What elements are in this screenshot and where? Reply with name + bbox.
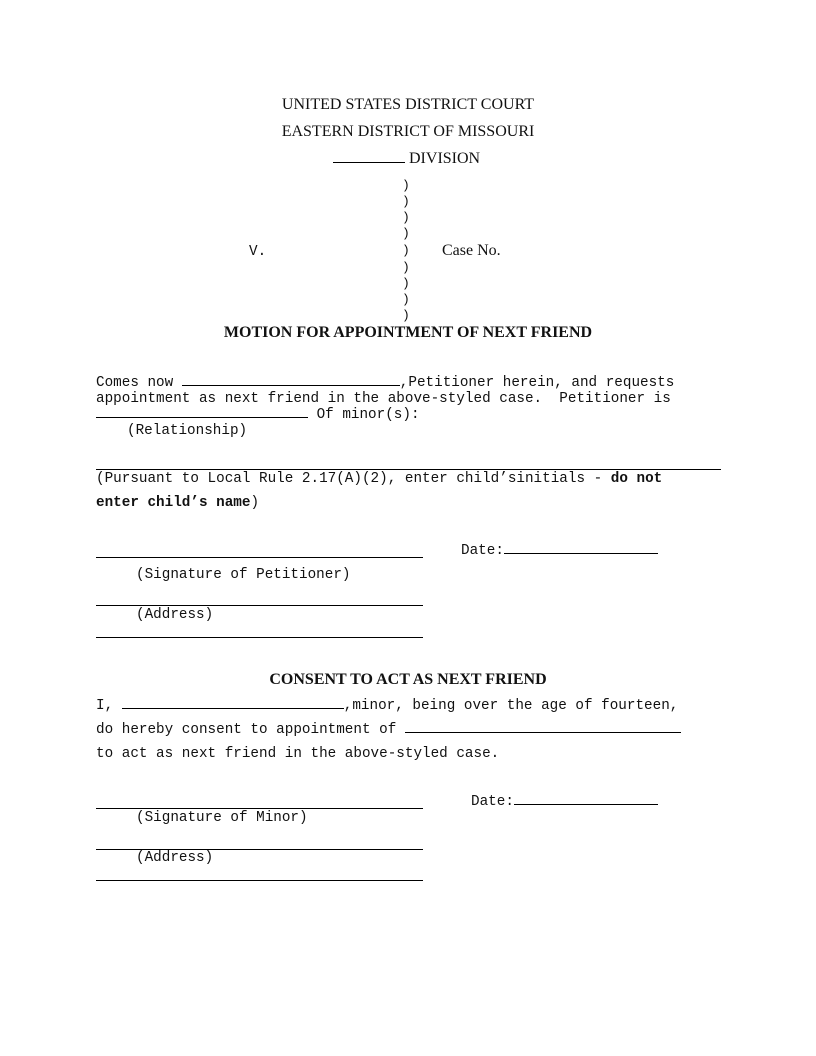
- motion-date-field: [461, 543, 658, 559]
- paren: ): [402, 292, 410, 307]
- petitioner-signature-label: (Signature of Petitioner): [136, 567, 351, 583]
- paren: ): [402, 308, 410, 323]
- minor-name-blank[interactable]: [122, 708, 344, 709]
- petitioner-signature-blank[interactable]: [96, 557, 423, 558]
- minor-signature-label: (Signature of Minor): [136, 810, 308, 826]
- division-label: DIVISION: [409, 150, 481, 167]
- petitioner-name-blank[interactable]: [182, 385, 400, 386]
- division-blank[interactable]: [333, 162, 405, 163]
- minor-signature-blank[interactable]: [96, 808, 423, 809]
- paren: ): [402, 226, 410, 241]
- petitioner-address-blank-2[interactable]: [96, 637, 423, 638]
- motion-line-3: [96, 407, 420, 423]
- consent-date-blank[interactable]: [514, 804, 658, 805]
- paren: ): [402, 178, 410, 193]
- consent-line-3: to act as next friend in the above-styled case.: [96, 746, 500, 762]
- motion-line-3-end: Of minor(s):: [308, 407, 420, 423]
- motion-title: MOTION FOR APPOINTMENT OF NEXT FRIEND: [223, 324, 593, 341]
- paren: ): [402, 194, 410, 209]
- case-no-label: Case No.: [442, 242, 501, 259]
- petitioner-address-blank-1[interactable]: [96, 605, 423, 606]
- motion-line-1-end: ,Petitioner herein, and requests: [399, 375, 675, 391]
- next-friend-name-blank[interactable]: [405, 732, 681, 733]
- paren: ): [402, 260, 410, 275]
- motion-line-2: appointment as next friend in the above-styled case. Petitioner is: [96, 391, 671, 407]
- consent-date-label: Date:: [471, 794, 514, 810]
- consent-line-2-start: do hereby consent to appointment of: [96, 722, 405, 738]
- consent-title: CONSENT TO ACT AS NEXT FRIEND: [269, 671, 547, 688]
- rule-note-line-2: [96, 495, 259, 511]
- division-line: [333, 150, 480, 168]
- minor-initials-blank[interactable]: [96, 469, 721, 470]
- court-name: UNITED STATES DISTRICT COURT: [281, 96, 535, 113]
- relationship-blank[interactable]: [96, 417, 308, 418]
- relationship-label: (Relationship): [127, 423, 248, 439]
- consent-line-2: [96, 722, 681, 738]
- consent-line-1-start: I,: [96, 698, 122, 714]
- rule-note-bold-1: do not: [610, 471, 663, 487]
- motion-line-1: [96, 375, 674, 391]
- consent-date-field: [471, 794, 658, 810]
- minor-address-blank-2[interactable]: [96, 880, 423, 881]
- paren: ): [402, 243, 410, 258]
- motion-line-1-start: Comes now: [96, 375, 182, 391]
- paren: ): [402, 276, 410, 291]
- versus-label: V.: [249, 244, 267, 260]
- district-name: EASTERN DISTRICT OF MISSOURI: [281, 123, 535, 140]
- motion-date-blank[interactable]: [504, 553, 658, 554]
- paren: ): [402, 210, 410, 225]
- petitioner-address-label: (Address): [136, 607, 214, 623]
- motion-date-label: Date:: [461, 543, 504, 559]
- rule-note-start: (Pursuant to Local Rule 2.17(A)(2), enter child’sinitials -: [96, 471, 611, 487]
- minor-address-label: (Address): [136, 850, 214, 866]
- consent-line-1: [96, 698, 678, 714]
- rule-note-bold-2: enter child’s name: [96, 495, 251, 511]
- rule-note-line-1: [96, 471, 662, 487]
- consent-line-1-end: ,minor, being over the age of fourteen,: [343, 698, 679, 714]
- rule-note-end: ): [250, 495, 260, 511]
